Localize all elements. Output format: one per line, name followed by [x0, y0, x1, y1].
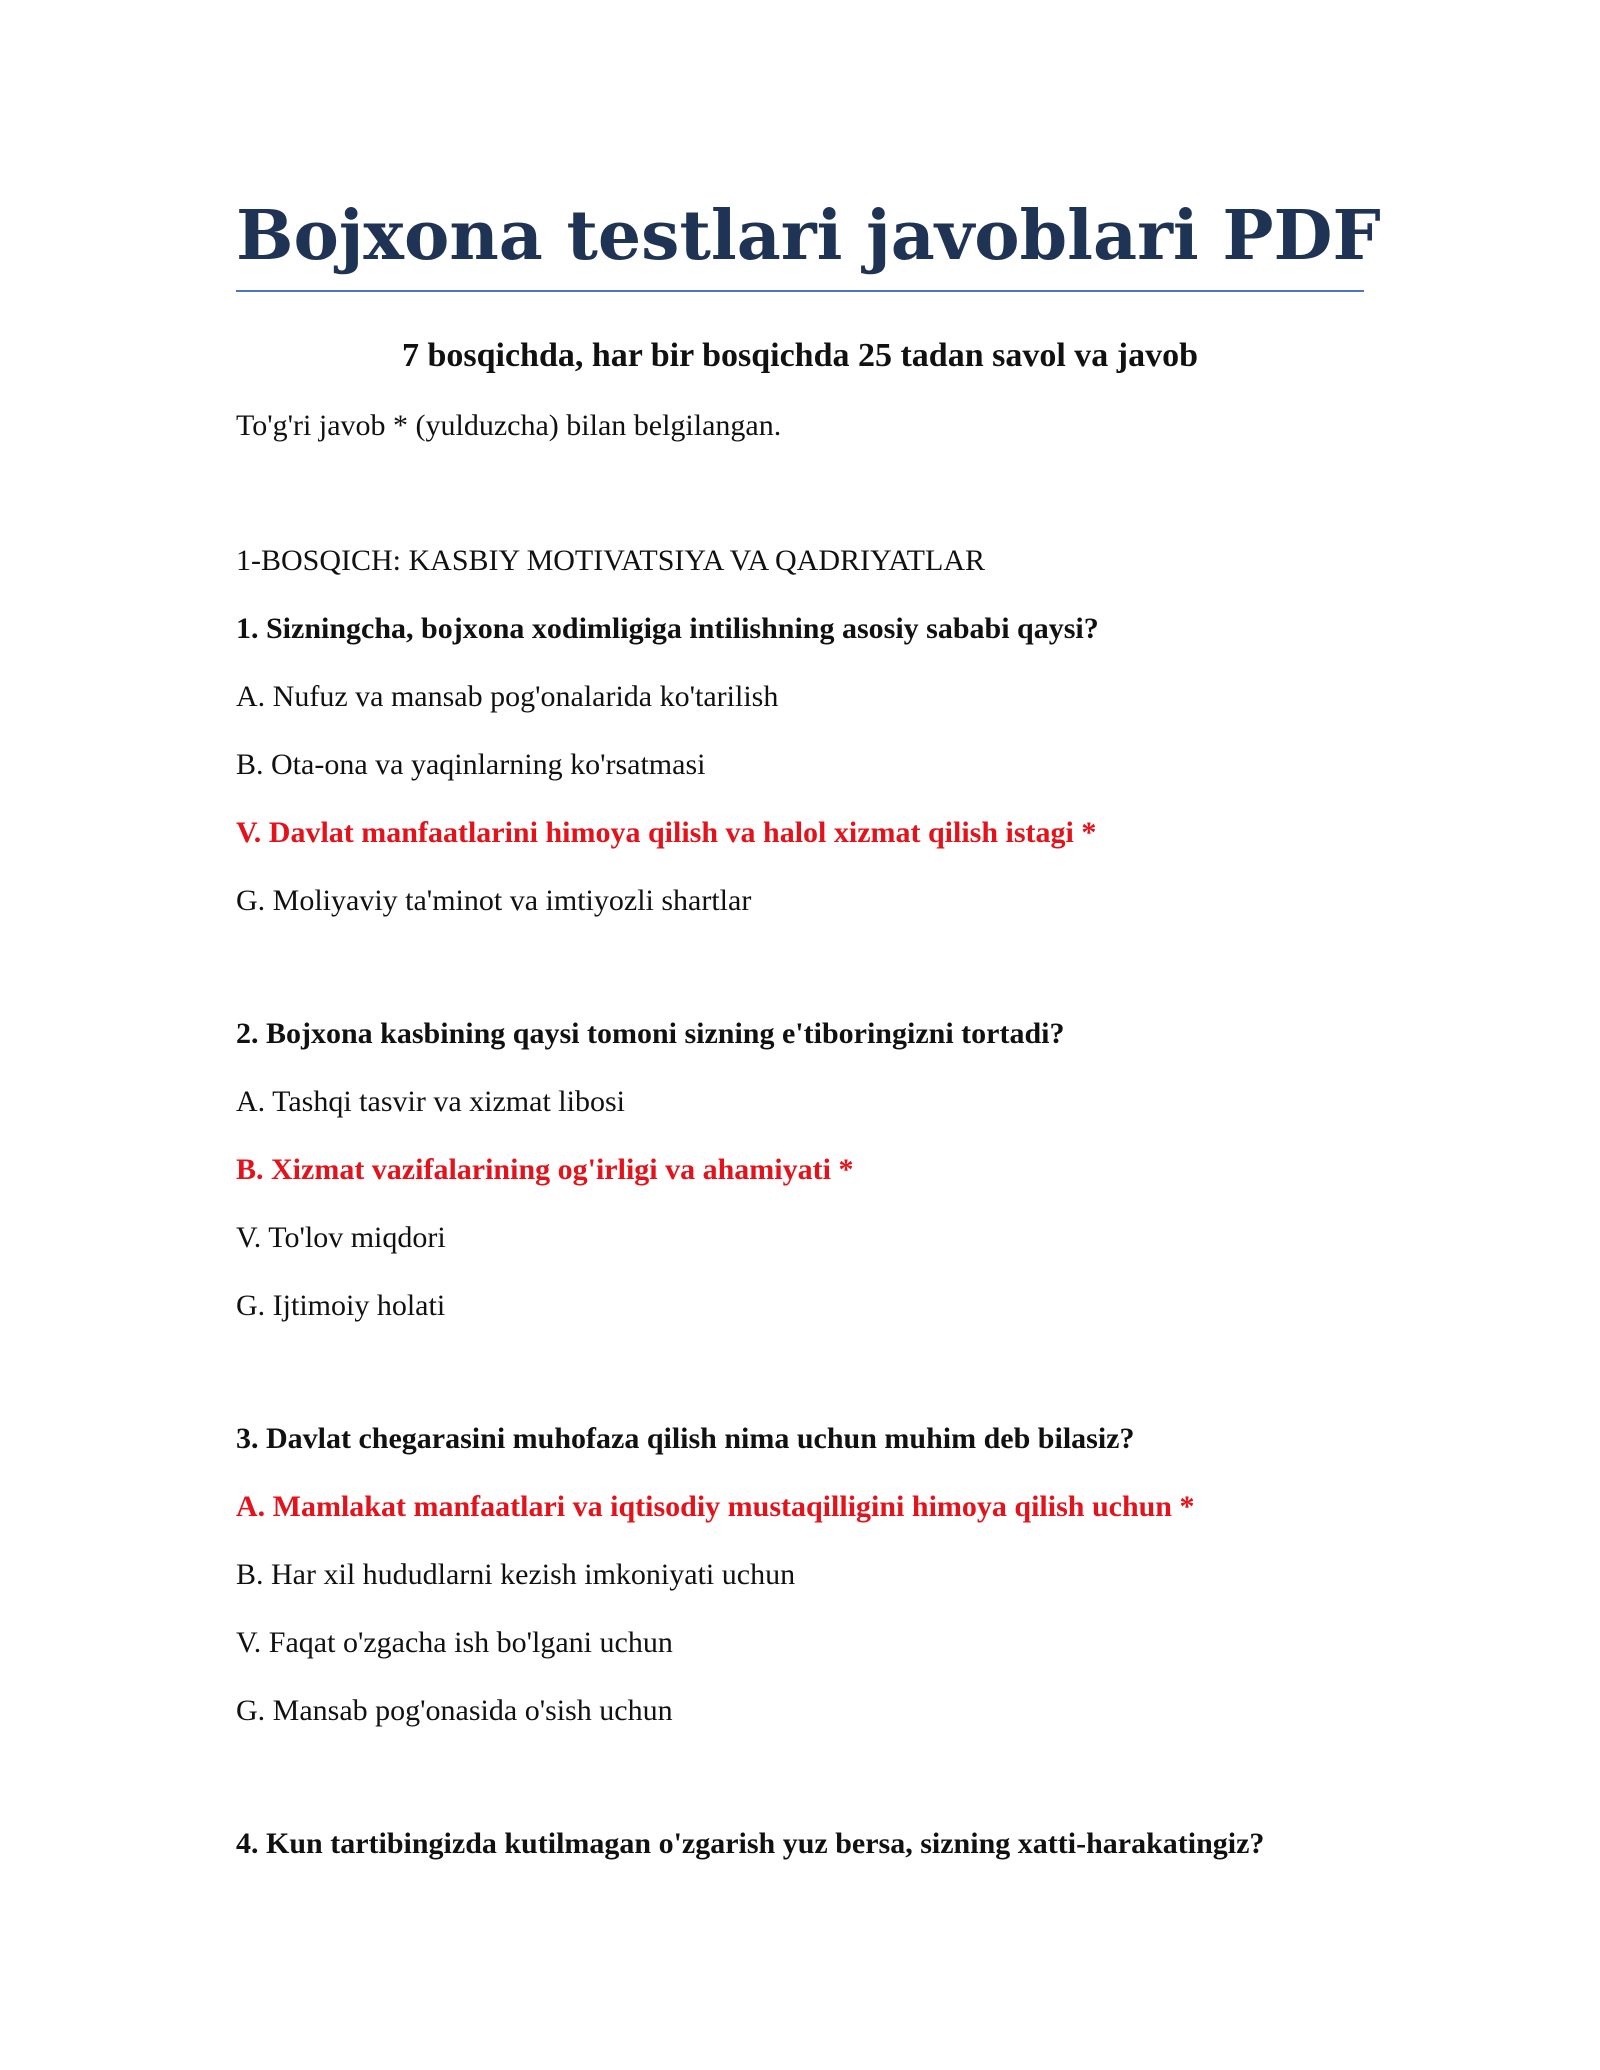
question-2: 2. Bojxona kasbining qaysi tomoni sizning e'tiboringizni tortadi? — [236, 1017, 1065, 1050]
document-subtitle: 7 bosqichda, har bir bosqichda 25 tadan savol va javob — [401, 337, 1199, 374]
question-2-option-b-correct: B. Xizmat vazifalarining og'irligi va ahamiyati * — [236, 1153, 854, 1186]
question-2-option-g: G. Ijtimoiy holati — [236, 1289, 446, 1322]
section-heading: 1-BOSQICH: KASBIY MOTIVATSIYA VA QADRIYATLAR — [236, 544, 985, 577]
question-1-option-b: B. Ota-ona va yaqinlarning ko'rsatmasi — [236, 748, 706, 781]
question-3-option-a-correct: A. Mamlakat manfaatlari va iqtisodiy mustaqilligini himoya qilish uchun * — [236, 1490, 1195, 1523]
question-3-option-v: V. Faqat o'zgacha ish bo'lgani uchun — [236, 1626, 673, 1659]
answer-key-note: To'g'ri javob * (yulduzcha) bilan belgilangan. — [236, 409, 782, 442]
question-1-option-g: G. Moliyaviy ta'minot va imtiyozli shartlar — [236, 884, 752, 917]
question-1: 1. Sizningcha, bojxona xodimligiga intilishning asosiy sababi qaysi? — [236, 612, 1099, 645]
question-3-option-g: G. Mansab pog'onasida o'sish uchun — [236, 1694, 673, 1727]
title-underline — [236, 290, 1364, 292]
question-2-option-a: A. Tashqi tasvir va xizmat libosi — [236, 1085, 625, 1118]
question-3: 3. Davlat chegarasini muhofaza qilish nima uchun muhim deb bilasiz? — [236, 1422, 1135, 1455]
question-1-option-v-correct: V. Davlat manfaatlarini himoya qilish va halol xizmat qilish istagi * — [236, 816, 1097, 849]
question-2-option-v: V. To'lov miqdori — [236, 1221, 446, 1254]
question-1-option-a: A. Nufuz va mansab pog'onalarida ko'tarilish — [236, 680, 779, 713]
question-4: 4. Kun tartibingizda kutilmagan o'zgarish yuz bersa, sizning xatti-harakatingiz? — [236, 1827, 1265, 1860]
question-3-option-b: B. Har xil hududlarni kezish imkoniyati uchun — [236, 1558, 796, 1591]
document-title: Bojxona testlari javoblari PDF — [236, 196, 1381, 276]
